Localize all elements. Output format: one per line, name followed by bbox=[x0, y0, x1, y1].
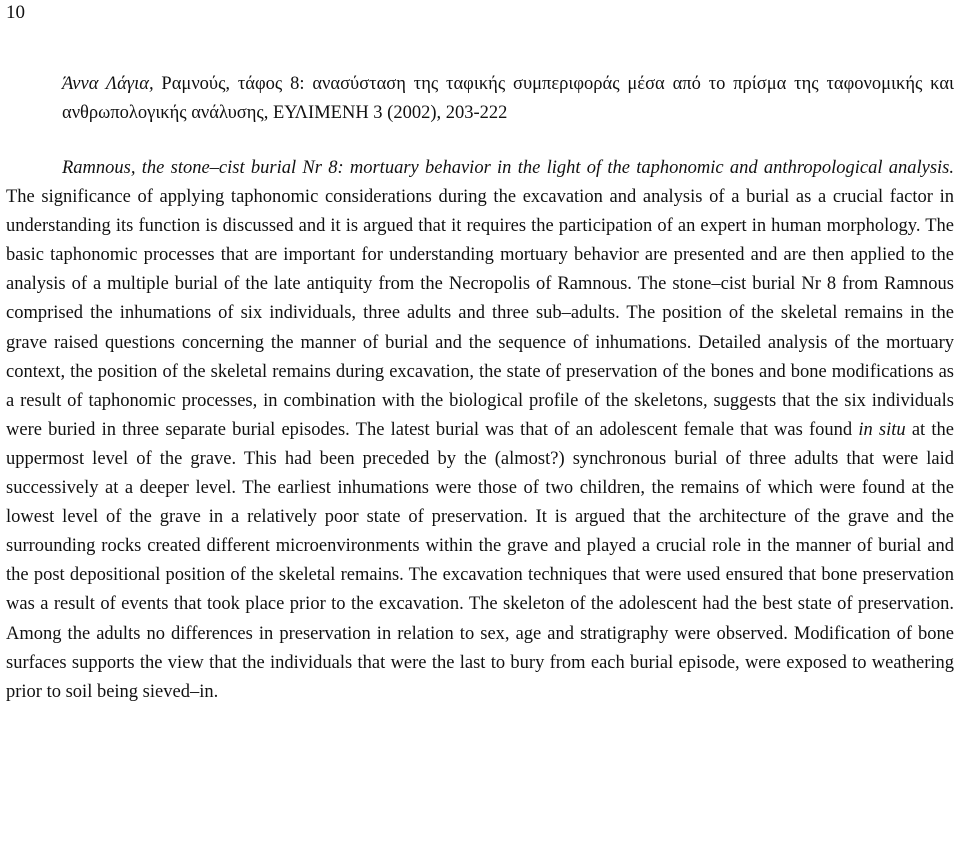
in-situ-term: in situ bbox=[858, 419, 906, 440]
page-number: 10 bbox=[6, 2, 25, 23]
greek-reference bbox=[62, 70, 954, 128]
greek-author: Άννα Λάγια, bbox=[62, 74, 154, 94]
abstract-body-part-2: at the uppermost level of the grave. This had been preceded by the (almost?) synchronous burial of three adults that were laid successively at a deeper level. The earliest inhumations were those of two children, the remains of which were found at the lowest level of the grave in a relatively poor state of preservation. It is argued that the architecture of the grave and the surrounding rocks created different microenvironments within the grave and played a crucial role in the manner of burial and the post depositional position of the skeletal remains. The excavation techniques that were used ensured that bone preservation was a result of events that took place prior to the excavation. The skeleton of the adolescent had the best state of preservation. Among the adults no differences in preservation in relation to sex, age and stratigraphy were observed. Modification of bone surfaces supports the view that the individuals that were the last to bury from each burial episode, were exposed to weathering prior to soil being sieved–in. bbox=[6, 419, 954, 702]
greek-reference-text: Ραμνούς, τάφος 8: ανασύσταση της ταφικής συμπεριφοράς μέσα από το πρίσμα της ταφονομικής και ανθρωπολογικής ανάλυσης, ΕΥΛΙΜΕΝΗ 3 (2002), 203-222 bbox=[62, 74, 955, 123]
english-abstract bbox=[6, 154, 954, 707]
abstract-body-part-1: The significance of applying taphonomic considerations during the excavation and analysis of a burial as a crucial factor in understanding its function is discussed and it is argued that it requires the participation of an expert in human morphology. The basic taphonomic processes that are important for understanding mortuary behavior are presented and are then applied to the analysis of a multiple burial of the late antiquity from the Necropolis of Ramnous. The stone–cist burial Nr 8 from Ramnous comprised the inhumations of six individuals, three adults and three sub–adults. The position of the skeletal remains in the grave raised questions concerning the manner of burial and the sequence of inhumations. Detailed analysis of the mortuary context, the position of the skeletal remains during excavation, the state of preservation of the bones and bone modifications as a result of taphonomic processes, in combination with the biological profile of the skeletons, suggests that the six individuals were buried in three separate burial episodes. The latest burial was that of an adolescent female that was found bbox=[6, 187, 954, 440]
english-title: Ramnous, the stone–cist burial Nr 8: mortuary behavior in the light of the taphonomic and anthropological analysis. bbox=[62, 158, 954, 178]
